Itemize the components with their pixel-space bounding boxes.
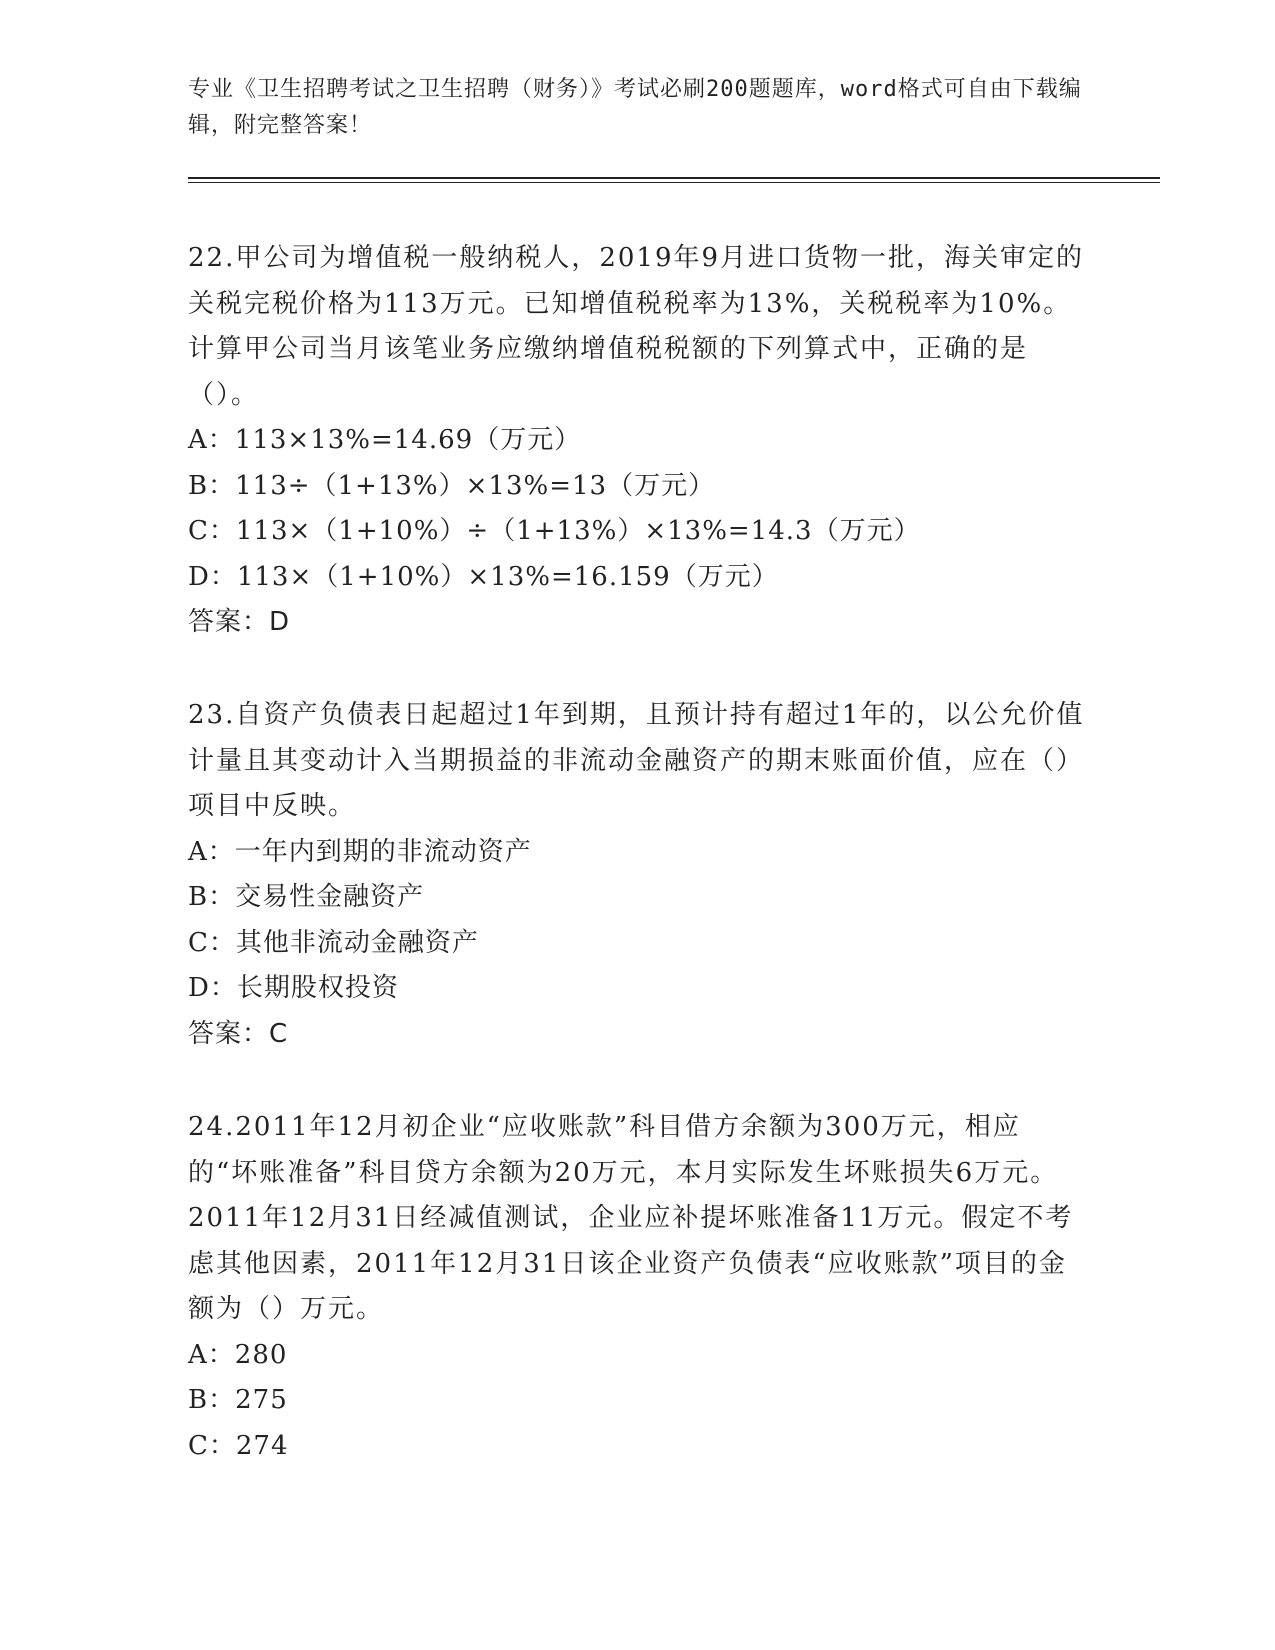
question-stem: 24.2011年12月初企业“应收账款”科目借方余额为300万元，相应的“坏账准备”科目贷方余额为20万元，本月实际发生坏账损失6万元。2011年12月31日经减值测试，企业应补提坏账准备11万元。假定不考虑其他因素，2011年12月31日该企业资产负债表“应收账款”项目的金额为（）万元。 bbox=[188, 1112, 1074, 1324]
question-stem: 23.自资产负债表日起超过1年到期，且预计持有超过1年的，以公允价值计量且其变动计入当期损益的非流动金融资产的期末账面价值，应在（）项目中反映。 bbox=[188, 700, 1085, 821]
header-divider-thin bbox=[188, 182, 1160, 183]
question-stem: 22.甲公司为增值税一般纳税人，2019年9月进口货物一批，海关审定的关税完税价格为113万元。已知增值税税率为13%，关税税率为10%。计算甲公司当月该笔业务应缴纳增值税税额的下列算式中，正确的是（）。 bbox=[188, 243, 1085, 410]
option-b: B：275 bbox=[188, 1385, 288, 1415]
question-24 bbox=[188, 1105, 1088, 1469]
option-b: B：113÷（1+13%）×13%=13（万元） bbox=[188, 470, 716, 501]
header-divider-thick bbox=[188, 177, 1160, 179]
option-c: C：274 bbox=[188, 1430, 289, 1461]
answer-line: 答案：D bbox=[188, 607, 291, 637]
option-b: B：交易性金融资产 bbox=[188, 882, 425, 912]
option-a: A：一年内到期的非流动资产 bbox=[188, 836, 532, 867]
option-a: A：280 bbox=[188, 1339, 288, 1370]
header-intro-text: 专业《卫生招聘考试之卫生招聘（财务）》考试必刷200题题库，word格式可自由下载编辑，附完整答案！ bbox=[188, 77, 1082, 138]
answer-line: 答案：C bbox=[188, 1018, 289, 1049]
question-22 bbox=[188, 236, 1088, 646]
question-23 bbox=[188, 693, 1088, 1057]
option-d: D：113×（1+10%）×13%=16.159（万元） bbox=[188, 561, 779, 592]
option-c: C：113×（1+10%）÷（1+13%）×13%=14.3（万元） bbox=[188, 516, 921, 546]
option-c: C：其他非流动金融资产 bbox=[188, 927, 479, 958]
option-a: A：113×13%=14.69（万元） bbox=[188, 425, 582, 455]
option-d: D：长期股权投资 bbox=[188, 973, 399, 1003]
